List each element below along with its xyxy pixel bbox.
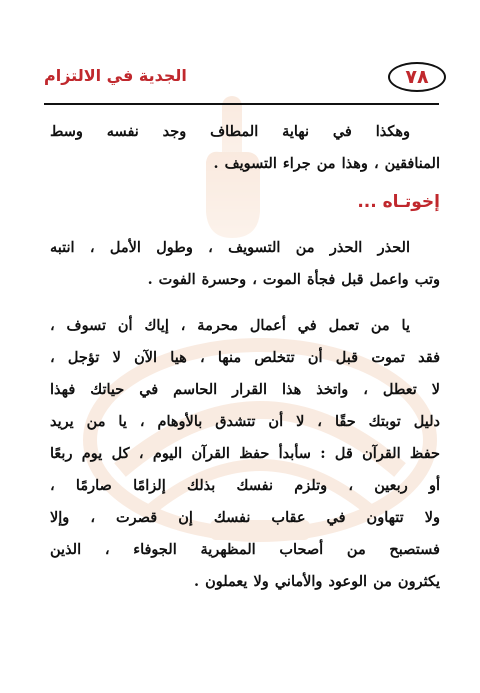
paragraph-1 xyxy=(50,116,440,180)
text-line: فستصبح من أصحاب المظهرية الجوفاء ، الذين xyxy=(50,541,440,558)
text-line: الحذر الحذر من التسويف ، وطول الأمل ، انتبه xyxy=(50,239,410,256)
text-line: وتب واعمل قبل فجأة الموت ، وحسرة الفوت . xyxy=(147,271,440,288)
page-number: ٧٨ xyxy=(388,62,446,92)
section-heading: إخوتـاه ... xyxy=(357,192,440,212)
text-line: يكثرون من الوعود والأماني ولا يعملون . xyxy=(194,573,440,590)
text-line: فقد تموت قبل أن تتخلص منها ، هيا الآن لا تؤجل ، xyxy=(50,349,440,366)
text-line: المنافقين ، وهذا من جراء التسويف . xyxy=(213,155,440,172)
page-header xyxy=(44,62,444,98)
running-title: الجدية في الالتزام xyxy=(44,66,187,85)
header-divider xyxy=(44,103,439,105)
text-line: دليل توبتك حقًا ، لا أن تتشدق بالأوهام ، يا من يريد xyxy=(50,413,440,430)
paragraph-2 xyxy=(50,232,440,296)
paragraph-3 xyxy=(50,310,440,598)
text-line: وهكذا في نهاية المطاف وجد نفسه وسط xyxy=(50,123,410,140)
text-line: يا من تعمل في أعمال محرمة ، إياك أن تسوف ، xyxy=(50,317,410,334)
text-line: لا تعطل ، واتخذ هذا القرار الحاسم في حياتك فهذا xyxy=(50,381,440,398)
text-line: أو ربعين ، وتلزم نفسك بذلك إلزامًا صارمًا ، xyxy=(50,477,440,494)
text-line: ولا تتهاون في عقاب نفسك إن قصرت ، وإلا xyxy=(50,509,440,526)
text-line: حفظ القرآن قل : سأبدأ حفظ القرآن اليوم ، كل يوم ربعًا xyxy=(50,445,440,462)
